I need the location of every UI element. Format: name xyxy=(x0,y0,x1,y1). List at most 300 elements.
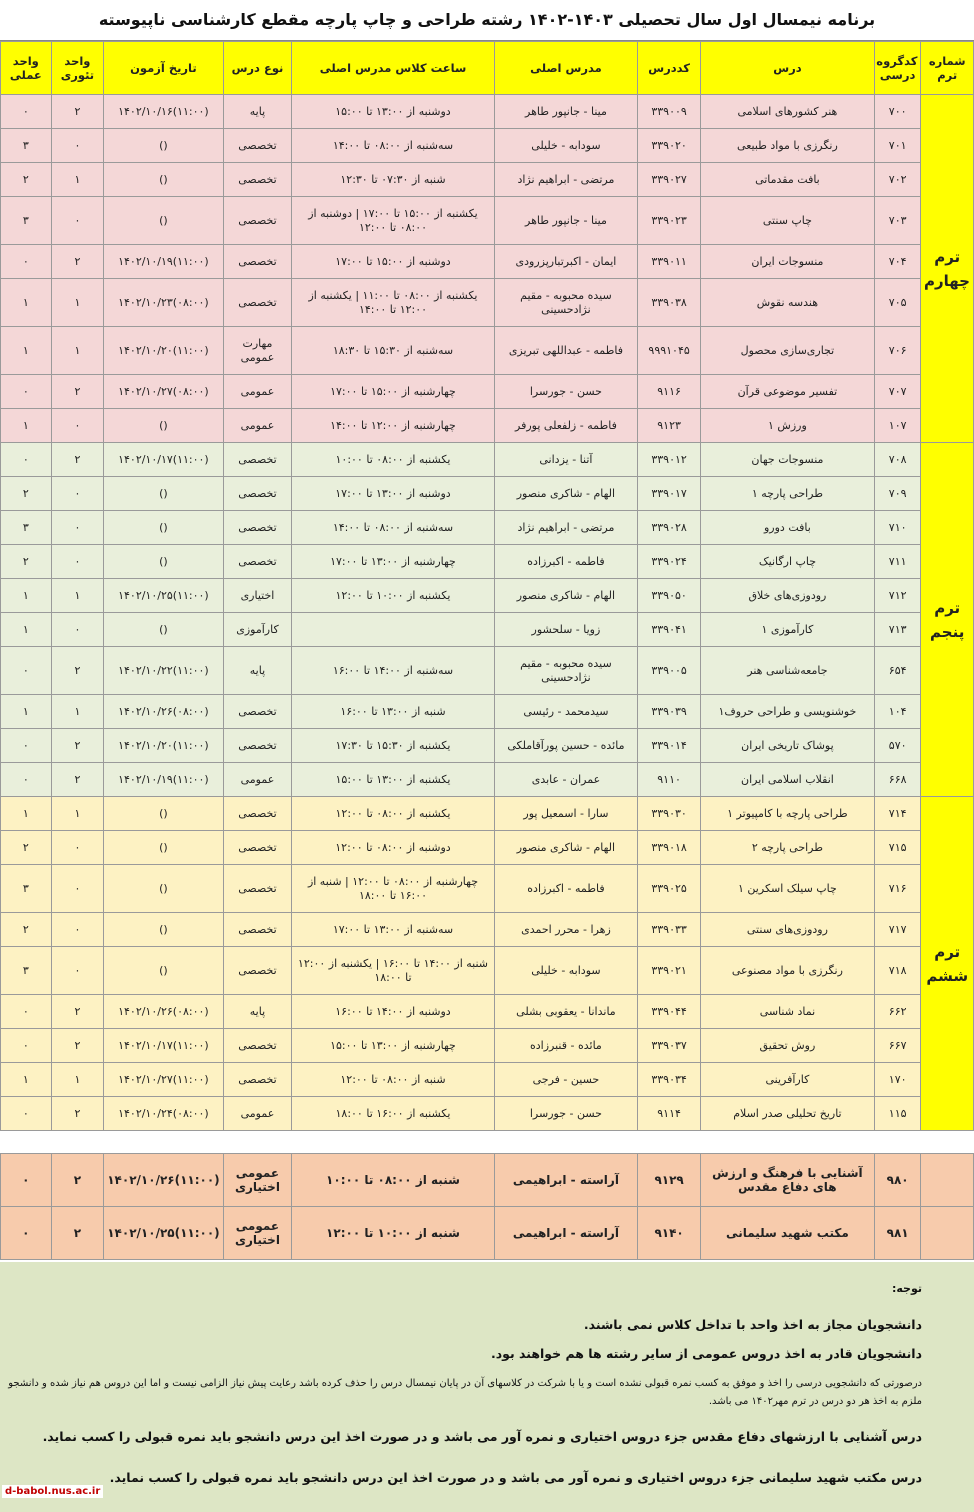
cell-time: سه‌شنبه از ۰۸:۰۰ تا ۱۴:۰۰ xyxy=(292,129,494,163)
cell-code: ۳۳۹۰۳۳ xyxy=(638,913,701,947)
header-course: درس xyxy=(700,42,874,95)
cell-theory: ۲ xyxy=(51,1029,104,1063)
cell-exam: ۱۴۰۲/۱۰/۲۴(۰۸:۰۰) xyxy=(104,1097,223,1131)
cell-code: ۳۳۹۰۴۱ xyxy=(638,613,701,647)
cell-exam: () xyxy=(104,797,223,831)
cell-exam: () xyxy=(104,197,223,245)
cell-time: چهارشنبه از ۱۳:۰۰ تا ۱۷:۰۰ xyxy=(292,545,494,579)
cell-theory: ۱ xyxy=(51,797,104,831)
cell-course: رنگرزی با مواد طبیعی xyxy=(700,129,874,163)
cell-theory: ۱ xyxy=(51,579,104,613)
cell-teacher: حسین - فرجی xyxy=(494,1063,638,1097)
cell-course: مکتب شهید سلیمانی xyxy=(700,1207,874,1260)
cell-practical: ۲ xyxy=(1,545,52,579)
header-practical: واحد عملی xyxy=(1,42,52,95)
blank-term-cell xyxy=(921,1154,974,1207)
cell-type: عمومی xyxy=(223,409,292,443)
page-title: برنامه نیمسال اول سال تحصیلی ۱۴۰۳-۱۴۰۲ رشته طراحی و چاپ پارچه مقطع کارشناسی ناپیوسته xyxy=(0,0,974,41)
cell-group: ۷۱۵ xyxy=(874,831,921,865)
table-row xyxy=(1,95,974,129)
table-row xyxy=(1,129,974,163)
cell-type: تخصصی xyxy=(223,1063,292,1097)
cell-course: کارآموزی ۱ xyxy=(700,613,874,647)
cell-type: اختیاری xyxy=(223,579,292,613)
cell-code: ۳۳۹۰۵۰ xyxy=(638,579,701,613)
cell-course: طراحی پارچه با کامپیوتر ۱ xyxy=(700,797,874,831)
blank-term-cell xyxy=(921,1207,974,1260)
cell-exam: () xyxy=(104,477,223,511)
cell-time: دوشنبه از ۱۳:۰۰ تا ۱۷:۰۰ xyxy=(292,477,494,511)
cell-time: سه‌شنبه از ۱۳:۰۰ تا ۱۷:۰۰ xyxy=(292,913,494,947)
table-row xyxy=(1,443,974,477)
cell-course: انقلاب اسلامی ایران xyxy=(700,763,874,797)
cell-group: ۷۰۵ xyxy=(874,279,921,327)
table-header-row xyxy=(1,42,974,95)
cell-practical: ۱ xyxy=(1,279,52,327)
note-line-3: درصورتی که دانشجویی درسی را اخذ و موفق به کسب نمره قبولی نشده است و یا با شرکت در کلاسهای آن در پایان نیمسال درس را حذف کرده باشد رعایت پیش نیاز الزامی نیست و اما این دروس هم نیاز شده و دانشجو ملزم به اخذ هر دو درس در ترم مهر۱۴۰۲ می باشد. xyxy=(8,1378,922,1407)
cell-exam: ۱۴۰۲/۱۰/۱۹(۱۱:۰۰) xyxy=(104,763,223,797)
cell-practical: ۰ xyxy=(1,647,52,695)
cell-theory: ۲ xyxy=(51,1154,104,1207)
header-term: شماره ترم xyxy=(921,42,974,95)
cell-time: یکشنبه از ۱۰:۰۰ تا ۱۲:۰۰ xyxy=(292,579,494,613)
cell-time: یکشنبه از ۱۵:۳۰ تا ۱۷:۳۰ xyxy=(292,729,494,763)
cell-exam: () xyxy=(104,163,223,197)
cell-group: ۷۰۲ xyxy=(874,163,921,197)
table-row xyxy=(1,695,974,729)
cell-course: بافت دورو xyxy=(700,511,874,545)
cell-code: ۳۳۹۰۳۴ xyxy=(638,1063,701,1097)
cell-exam: () xyxy=(104,613,223,647)
cell-practical: ۳ xyxy=(1,511,52,545)
cell-course: منسوجات جهان xyxy=(700,443,874,477)
cell-time: چهارشنبه از ۰۸:۰۰ تا ۱۲:۰۰ | شنبه از ۱۶:۰۰ تا ۱۸:۰۰ xyxy=(292,865,494,913)
cell-group: ۷۱۶ xyxy=(874,865,921,913)
cell-course: چاپ ارگانیک xyxy=(700,545,874,579)
cell-exam: ۱۴۰۲/۱۰/۱۷(۱۱:۰۰) xyxy=(104,443,223,477)
cell-time xyxy=(292,613,494,647)
cell-group: ۷۱۴ xyxy=(874,797,921,831)
cell-teacher: مرتضی - ابراهیم نژاد xyxy=(494,511,638,545)
cell-time: سه‌شنبه از ۱۴:۰۰ تا ۱۶:۰۰ xyxy=(292,647,494,695)
cell-course: چاپ سیلک اسکرین ۱ xyxy=(700,865,874,913)
cell-code: ۹۱۱۶ xyxy=(638,375,701,409)
cell-time: شنبه از ۱۰:۰۰ تا ۱۲:۰۰ xyxy=(292,1207,494,1260)
table-row xyxy=(1,647,974,695)
cell-time: چهارشنبه از ۱۵:۰۰ تا ۱۷:۰۰ xyxy=(292,375,494,409)
cell-practical: ۱ xyxy=(1,797,52,831)
cell-time: یکشنبه از ۱۶:۰۰ تا ۱۸:۰۰ xyxy=(292,1097,494,1131)
table-row xyxy=(1,613,974,647)
cell-group: ۷۰۳ xyxy=(874,197,921,245)
table-row xyxy=(1,913,974,947)
table-row xyxy=(1,797,974,831)
cell-theory: ۰ xyxy=(51,947,104,995)
cell-group: ۷۱۳ xyxy=(874,613,921,647)
cell-code: ۹۱۴۰ xyxy=(638,1207,701,1260)
cell-code: ۳۳۹۰۱۱ xyxy=(638,245,701,279)
cell-group: ۹۸۱ xyxy=(874,1207,921,1260)
cell-code: ۳۳۹۰۲۰ xyxy=(638,129,701,163)
cell-theory: ۲ xyxy=(51,375,104,409)
cell-type: عمومی اختیاری xyxy=(223,1154,292,1207)
cell-group: ۶۶۲ xyxy=(874,995,921,1029)
cell-group: ۷۱۷ xyxy=(874,913,921,947)
table-row xyxy=(1,729,974,763)
term-label: ترم ششم xyxy=(921,797,974,1131)
cell-group: ۶۶۷ xyxy=(874,1029,921,1063)
cell-theory: ۰ xyxy=(51,831,104,865)
cell-theory: ۱ xyxy=(51,327,104,375)
cell-code: ۳۳۹۰۳۰ xyxy=(638,797,701,831)
cell-teacher: آراسته - ابراهیمی xyxy=(494,1207,638,1260)
note-line-5: درس مکتب شهید سلیمانی جزء دروس اختیاری و نمره آور می باشد و در صورت اخذ این درس دانشجو باید نمره قبولی را کسب نماید. xyxy=(109,1470,922,1485)
term-label: ترم پنجم xyxy=(921,443,974,797)
table-row xyxy=(1,245,974,279)
cell-practical: ۰ xyxy=(1,375,52,409)
cell-teacher: فاطمه - زلفعلی پورفر xyxy=(494,409,638,443)
cell-theory: ۱ xyxy=(51,163,104,197)
cell-teacher: حسن - جورسرا xyxy=(494,375,638,409)
cell-time: چهارشنبه از ۱۳:۰۰ تا ۱۵:۰۰ xyxy=(292,1029,494,1063)
header-teacher: مدرس اصلی xyxy=(494,42,638,95)
cell-exam: () xyxy=(104,545,223,579)
cell-time: یکشنبه از ۰۸:۰۰ تا ۱۱:۰۰ | یکشنبه از ۱۲:۰۰ تا ۱۴:۰۰ xyxy=(292,279,494,327)
cell-group: ۶۵۴ xyxy=(874,647,921,695)
cell-time: یکشنبه از ۱۳:۰۰ تا ۱۵:۰۰ xyxy=(292,763,494,797)
cell-practical: ۰ xyxy=(1,729,52,763)
cell-code: ۳۳۹۰۲۳ xyxy=(638,197,701,245)
cell-group: ۷۰۷ xyxy=(874,375,921,409)
cell-theory: ۲ xyxy=(51,443,104,477)
cell-teacher: سودابه - خلیلی xyxy=(494,129,638,163)
cell-practical: ۱ xyxy=(1,409,52,443)
cell-theory: ۰ xyxy=(51,913,104,947)
cell-time: شنبه از ۱۴:۰۰ تا ۱۶:۰۰ | یکشنبه از ۱۲:۰۰ تا ۱۸:۰۰ xyxy=(292,947,494,995)
cell-course: رودوزی‌های سنتی xyxy=(700,913,874,947)
table-row xyxy=(1,279,974,327)
note-line-2: دانشجویان قادر به اخذ دروس عمومی از سایر رشته ها هم خواهند بود. xyxy=(490,1346,922,1361)
cell-time: چهارشنبه از ۱۲:۰۰ تا ۱۴:۰۰ xyxy=(292,409,494,443)
cell-group: ۷۱۱ xyxy=(874,545,921,579)
cell-theory: ۰ xyxy=(51,477,104,511)
cell-teacher: مائده - قنبرزاده xyxy=(494,1029,638,1063)
cell-course: کارآفرینی xyxy=(700,1063,874,1097)
table-row xyxy=(1,579,974,613)
cell-teacher: زهرا - محرر احمدی xyxy=(494,913,638,947)
cell-theory: ۲ xyxy=(51,1207,104,1260)
table-row xyxy=(1,1097,974,1131)
cell-teacher: ایمان - اکبرتبارپزرودی xyxy=(494,245,638,279)
cell-time: دوشنبه از ۱۳:۰۰ تا ۱۵:۰۰ xyxy=(292,95,494,129)
cell-course: خوشنویسی و طراحی حروف۱ xyxy=(700,695,874,729)
term-label: ترم چهارم xyxy=(921,95,974,443)
cell-teacher: فاطمه - اکبرزاده xyxy=(494,865,638,913)
cell-group: ۷۰۰ xyxy=(874,95,921,129)
cell-theory: ۲ xyxy=(51,729,104,763)
cell-theory: ۰ xyxy=(51,613,104,647)
cell-type: عمومی xyxy=(223,1097,292,1131)
header-exam: تاریخ آزمون xyxy=(104,42,223,95)
cell-course: تاریخ تحلیلی صدر اسلام xyxy=(700,1097,874,1131)
cell-type: تخصصی xyxy=(223,947,292,995)
cell-practical: ۲ xyxy=(1,163,52,197)
header-group: کدگروه درسی xyxy=(874,42,921,95)
cell-practical: ۰ xyxy=(1,995,52,1029)
cell-theory: ۲ xyxy=(51,763,104,797)
cell-exam: ۱۴۰۲/۱۰/۲۷(۰۸:۰۰) xyxy=(104,375,223,409)
table-row xyxy=(1,163,974,197)
cell-time: دوشنبه از ۱۵:۰۰ تا ۱۷:۰۰ xyxy=(292,245,494,279)
cell-group: ۱۱۵ xyxy=(874,1097,921,1131)
cell-course: طراحی پارچه ۲ xyxy=(700,831,874,865)
cell-exam: () xyxy=(104,947,223,995)
table-body xyxy=(1,95,974,1260)
cell-type: تخصصی xyxy=(223,245,292,279)
cell-exam: ۱۴۰۲/۱۰/۲۶(۰۸:۰۰) xyxy=(104,995,223,1029)
table-row xyxy=(1,327,974,375)
table-row xyxy=(1,831,974,865)
cell-course: هندسه نقوش xyxy=(700,279,874,327)
cell-code: ۳۳۹۰۳۹ xyxy=(638,695,701,729)
cell-group: ۵۷۰ xyxy=(874,729,921,763)
cell-type: تخصصی xyxy=(223,695,292,729)
cell-code: ۳۳۹۰۳۷ xyxy=(638,1029,701,1063)
cell-type: عمومی اختیاری xyxy=(223,1207,292,1260)
table-row xyxy=(1,375,974,409)
cell-practical: ۱ xyxy=(1,695,52,729)
cell-time: یکشنبه از ۱۵:۰۰ تا ۱۷:۰۰ | دوشنبه از ۰۸:۰۰ تا ۱۲:۰۰ xyxy=(292,197,494,245)
cell-group: ۷۰۴ xyxy=(874,245,921,279)
cell-practical: ۱ xyxy=(1,1063,52,1097)
table-row xyxy=(1,511,974,545)
cell-type: تخصصی xyxy=(223,129,292,163)
cell-course: نماد شناسی xyxy=(700,995,874,1029)
cell-type: تخصصی xyxy=(223,545,292,579)
cell-teacher: عمران - عابدی xyxy=(494,763,638,797)
header-code: کددرس xyxy=(638,42,701,95)
cell-exam: ۱۴۰۲/۱۰/۱۹(۱۱:۰۰) xyxy=(104,245,223,279)
cell-teacher: مائده - حسین پورآقاملکی xyxy=(494,729,638,763)
cell-type: پایه xyxy=(223,95,292,129)
cell-time: یکشنبه از ۰۸:۰۰ تا ۱۲:۰۰ xyxy=(292,797,494,831)
cell-course: طراحی پارچه ۱ xyxy=(700,477,874,511)
cell-type: تخصصی xyxy=(223,831,292,865)
cell-type: عمومی xyxy=(223,375,292,409)
cell-code: ۳۳۹۰۱۸ xyxy=(638,831,701,865)
special-course-row xyxy=(1,1154,974,1207)
cell-group: ۱۷۰ xyxy=(874,1063,921,1097)
cell-teacher: آراسته - ابراهیمی xyxy=(494,1154,638,1207)
spacer-row xyxy=(1,1131,974,1154)
cell-exam: ۱۴۰۲/۱۰/۲۵(۱۱:۰۰) xyxy=(104,579,223,613)
cell-code: ۳۳۹۰۴۴ xyxy=(638,995,701,1029)
cell-exam: ۱۴۰۲/۱۰/۲۵(۱۱:۰۰) xyxy=(104,1207,223,1260)
cell-exam: () xyxy=(104,831,223,865)
cell-type: عمومی xyxy=(223,763,292,797)
cell-group: ۹۸۰ xyxy=(874,1154,921,1207)
cell-code: ۳۳۹۰۰۵ xyxy=(638,647,701,695)
note-line-4: درس آشنایی با ارزشهای دفاع مقدس جزء دروس اختیاری و نمره آور می باشد و در صورت اخذ این درس دانشجو باید نمره قبولی را کسب نماید. xyxy=(42,1429,922,1444)
cell-practical: ۲ xyxy=(1,477,52,511)
cell-practical: ۲ xyxy=(1,913,52,947)
cell-time: دوشنبه از ۰۸:۰۰ تا ۱۲:۰۰ xyxy=(292,831,494,865)
cell-code: ۹۱۲۹ xyxy=(638,1154,701,1207)
cell-theory: ۲ xyxy=(51,995,104,1029)
table-row xyxy=(1,409,974,443)
cell-teacher: سیده محبوبه - مقیم نژادحسینی xyxy=(494,647,638,695)
table-row xyxy=(1,545,974,579)
cell-theory: ۱ xyxy=(51,279,104,327)
cell-teacher: مینا - جانپور طاهر xyxy=(494,95,638,129)
cell-type: پایه xyxy=(223,647,292,695)
cell-practical: ۱ xyxy=(1,613,52,647)
cell-type: تخصصی xyxy=(223,913,292,947)
cell-practical: ۳ xyxy=(1,129,52,163)
cell-teacher: زویا - سلحشور xyxy=(494,613,638,647)
cell-teacher: مینا - جانپور طاهر xyxy=(494,197,638,245)
header-time: ساعت کلاس مدرس اصلی xyxy=(292,42,494,95)
cell-course: آشنایی با فرهنگ و ارزش های دفاع مقدس xyxy=(700,1154,874,1207)
cell-time: شنبه از ۰۷:۳۰ تا ۱۲:۳۰ xyxy=(292,163,494,197)
cell-course: تجاری‌سازی محصول xyxy=(700,327,874,375)
table-row xyxy=(1,763,974,797)
cell-practical: ۰ xyxy=(1,245,52,279)
cell-practical: ۰ xyxy=(1,1207,52,1260)
notes-panel xyxy=(0,1262,974,1512)
cell-code: ۹۱۱۴ xyxy=(638,1097,701,1131)
cell-code: ۳۳۹۰۲۸ xyxy=(638,511,701,545)
cell-practical: ۲ xyxy=(1,831,52,865)
cell-theory: ۲ xyxy=(51,95,104,129)
cell-code: ۳۳۹۰۱۷ xyxy=(638,477,701,511)
cell-code: ۳۳۹۰۱۲ xyxy=(638,443,701,477)
cell-teacher: ماندانا - یعقوبی بشلی xyxy=(494,995,638,1029)
cell-type: تخصصی xyxy=(223,279,292,327)
cell-time: سه‌شنبه از ۰۸:۰۰ تا ۱۴:۰۰ xyxy=(292,511,494,545)
cell-type: مهارت عمومی xyxy=(223,327,292,375)
cell-course: تفسیر موضوعی قرآن xyxy=(700,375,874,409)
cell-code: ۳۳۹۰۲۵ xyxy=(638,865,701,913)
cell-type: تخصصی xyxy=(223,729,292,763)
cell-type: تخصصی xyxy=(223,797,292,831)
cell-practical: ۰ xyxy=(1,443,52,477)
cell-time: شنبه از ۱۳:۰۰ تا ۱۶:۰۰ xyxy=(292,695,494,729)
cell-time: دوشنبه از ۱۴:۰۰ تا ۱۶:۰۰ xyxy=(292,995,494,1029)
cell-practical: ۰ xyxy=(1,1154,52,1207)
cell-course: منسوجات ایران xyxy=(700,245,874,279)
cell-code: ۳۳۹۰۰۹ xyxy=(638,95,701,129)
cell-exam: ۱۴۰۲/۱۰/۲۶(۰۸:۰۰) xyxy=(104,695,223,729)
cell-teacher: فاطمه - عبداللهی تبریزی xyxy=(494,327,638,375)
cell-exam: ۱۴۰۲/۱۰/۲۳(۰۸:۰۰) xyxy=(104,279,223,327)
cell-group: ۶۶۸ xyxy=(874,763,921,797)
cell-practical: ۰ xyxy=(1,1029,52,1063)
cell-time: شنبه از ۰۸:۰۰ تا ۱۲:۰۰ xyxy=(292,1063,494,1097)
cell-theory: ۰ xyxy=(51,129,104,163)
cell-code: ۹۱۲۳ xyxy=(638,409,701,443)
cell-teacher: فاطمه - اکبرزاده xyxy=(494,545,638,579)
cell-group: ۷۰۸ xyxy=(874,443,921,477)
note-line-1: دانشجویان مجاز به اخذ واحد با تداخل کلاس نمی باشند. xyxy=(583,1317,922,1332)
cell-type: تخصصی xyxy=(223,511,292,545)
cell-theory: ۰ xyxy=(51,545,104,579)
cell-course: ورزش ۱ xyxy=(700,409,874,443)
table-row xyxy=(1,995,974,1029)
cell-teacher: الهام - شاکری منصور xyxy=(494,579,638,613)
cell-exam: ۱۴۰۲/۱۰/۱۷(۱۱:۰۰) xyxy=(104,1029,223,1063)
cell-practical: ۱ xyxy=(1,327,52,375)
cell-theory: ۲ xyxy=(51,647,104,695)
cell-theory: ۲ xyxy=(51,245,104,279)
table-row xyxy=(1,477,974,511)
cell-exam: () xyxy=(104,129,223,163)
cell-teacher: آتنا - یزدانی xyxy=(494,443,638,477)
cell-exam: () xyxy=(104,409,223,443)
cell-type: تخصصی xyxy=(223,443,292,477)
cell-teacher: سودابه - خلیلی xyxy=(494,947,638,995)
cell-code: ۹۱۱۰ xyxy=(638,763,701,797)
cell-practical: ۳ xyxy=(1,197,52,245)
cell-theory: ۰ xyxy=(51,409,104,443)
cell-course: رنگرزی با مواد مصنوعی xyxy=(700,947,874,995)
cell-exam: ۱۴۰۲/۱۰/۱۶(۱۱:۰۰) xyxy=(104,95,223,129)
cell-type: تخصصی xyxy=(223,865,292,913)
cell-theory: ۱ xyxy=(51,1063,104,1097)
cell-group: ۷۱۰ xyxy=(874,511,921,545)
cell-course: هنر کشورهای اسلامی xyxy=(700,95,874,129)
cell-group: ۷۱۸ xyxy=(874,947,921,995)
cell-practical: ۰ xyxy=(1,763,52,797)
cell-teacher: سارا - اسمعیل پور xyxy=(494,797,638,831)
cell-theory: ۰ xyxy=(51,197,104,245)
cell-theory: ۱ xyxy=(51,695,104,729)
cell-course: روش تحقیق xyxy=(700,1029,874,1063)
cell-group: ۷۱۲ xyxy=(874,579,921,613)
cell-practical: ۰ xyxy=(1,1097,52,1131)
cell-practical: ۳ xyxy=(1,865,52,913)
cell-exam: ۱۴۰۲/۱۰/۲۶(۱۱:۰۰) xyxy=(104,1154,223,1207)
cell-practical: ۱ xyxy=(1,579,52,613)
cell-course: رودوزی‌های خلاق xyxy=(700,579,874,613)
cell-teacher: الهام - شاکری منصور xyxy=(494,477,638,511)
cell-code: ۳۳۹۰۲۱ xyxy=(638,947,701,995)
cell-group: ۷۰۶ xyxy=(874,327,921,375)
cell-code: ۹۹۹۱۰۴۵ xyxy=(638,327,701,375)
cell-teacher: سیدمحمد - رئیسی xyxy=(494,695,638,729)
table-row xyxy=(1,1063,974,1097)
schedule-table xyxy=(0,41,974,1260)
cell-course: بافت مقدماتی xyxy=(700,163,874,197)
cell-time: سه‌شنبه از ۱۵:۳۰ تا ۱۸:۳۰ xyxy=(292,327,494,375)
header-type: نوع درس xyxy=(223,42,292,95)
cell-group: ۷۰۱ xyxy=(874,129,921,163)
cell-code: ۳۳۹۰۳۸ xyxy=(638,279,701,327)
cell-exam: () xyxy=(104,913,223,947)
table-row xyxy=(1,197,974,245)
cell-teacher: مرتضی - ابراهیم نژاد xyxy=(494,163,638,197)
cell-type: تخصصی xyxy=(223,1029,292,1063)
cell-group: ۱۰۴ xyxy=(874,695,921,729)
header-theory: واحد تئوری xyxy=(51,42,104,95)
cell-teacher: الهام - شاکری منصور xyxy=(494,831,638,865)
cell-practical: ۳ xyxy=(1,947,52,995)
site-watermark: d-babol.nus.ac.ir xyxy=(2,1485,103,1498)
cell-theory: ۰ xyxy=(51,511,104,545)
cell-course: پوشاک تاریخی ایران xyxy=(700,729,874,763)
cell-type: کارآموزی xyxy=(223,613,292,647)
cell-exam: ۱۴۰۲/۱۰/۲۰(۱۱:۰۰) xyxy=(104,729,223,763)
